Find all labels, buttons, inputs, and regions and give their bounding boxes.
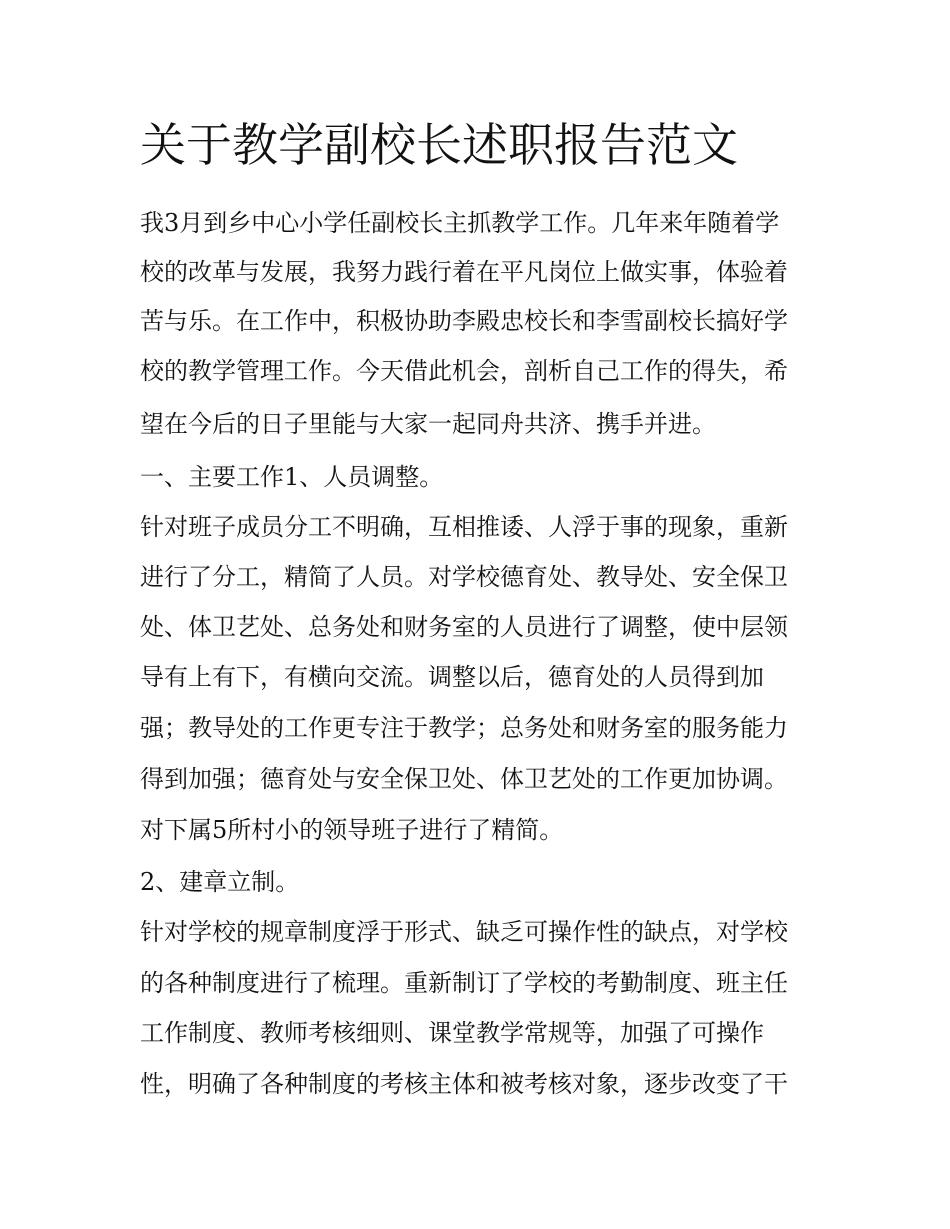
section-heading: 一、主要工作1、人员调整。 <box>140 463 444 491</box>
body-line: 我3月到乡中心小学任副校长主抓教学工作。几年来年随着学 <box>140 209 780 237</box>
body-line: 苦与乐。在工作中，积极协助李殿忠校长和李雪副校长搞好学 <box>140 307 788 335</box>
body-line: 对下属5所村小的领导班子进行了精简。 <box>140 816 564 844</box>
body-line: 得到加强；德育处与安全保卫处、体卫艺处的工作更加协调。 <box>140 765 788 793</box>
document-title: 关于教学副校长述职报告范文 <box>140 118 738 172</box>
body-line: 工作制度、教师考核细则、课堂教学常规等，加强了可操作 <box>140 1019 764 1047</box>
body-line: 针对学校的规章制度浮于形式、缺乏可操作性的缺点，对学校 <box>140 918 788 946</box>
body-line: 望在今后的日子里能与大家一起同舟共济、携手并进。 <box>140 410 716 438</box>
body-line: 校的教学管理工作。今天借此机会，剖析自己工作的得失，希 <box>140 357 788 385</box>
body-line: 进行了分工，精简了人员。对学校德育处、教导处、安全保卫 <box>140 563 788 591</box>
body-line: 强；教导处的工作更专注于教学；总务处和财务室的服务能力 <box>140 714 788 742</box>
body-line: 导有上有下，有横向交流。调整以后，德育处的人员得到加 <box>140 663 764 691</box>
body-line: 校的改革与发展，我努力践行着在平凡岗位上做实事，体验着 <box>140 258 788 286</box>
body-line: 针对班子成员分工不明确，互相推诿、人浮于事的现象，重新 <box>140 513 788 541</box>
body-line: 性，明确了各种制度的考核主体和被考核对象，逐步改变了干 <box>140 1070 788 1098</box>
body-line: 处、体卫艺处、总务处和财务室的人员进行了调整，使中层领 <box>140 613 788 641</box>
body-line: 的各种制度进行了梳理。重新制订了学校的考勤制度、班主任 <box>140 969 788 997</box>
section-heading: 2、建章立制。 <box>140 868 300 896</box>
